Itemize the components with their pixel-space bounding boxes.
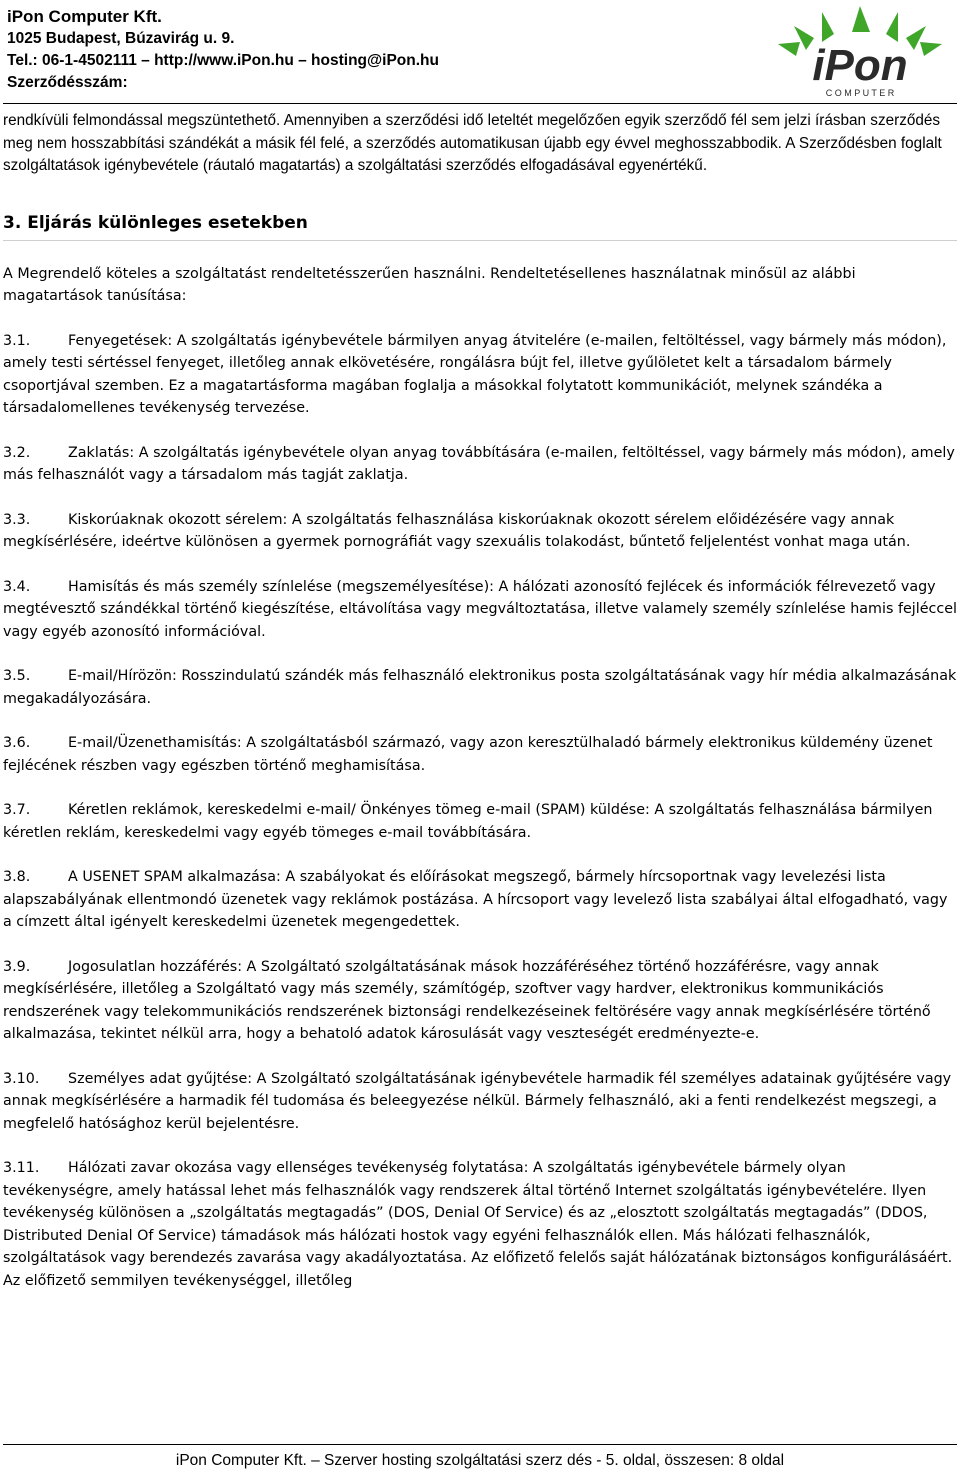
list-item (3, 576, 957, 644)
list-item-text: Hamisítás és más személy színlelése (megszemélyesítése): A hálózati azonosító fejlécek és információk félrevezető vagy megtévesztő szándékkal történő kiegészítése, eltávolítása vagy megváltoztatása, illetve valamely személy színlelése hamis fejléccel vagy egyéb azonosító információval. (3, 578, 958, 640)
list-item (3, 442, 957, 487)
header-text-block (7, 6, 439, 94)
list-item (3, 330, 957, 420)
list-item (3, 1068, 957, 1136)
list-item-text: Jogosulatlan hozzáférés: A Szolgáltató szolgáltatásának mások hozzáféréséhez történő hozzáférésre, vagy annak megkísérlésére, illetőleg a Szolgáltató vagy más személy, számítógép, szoftver vagy hardver, elektronikus kommunikációs rendszerének vagy telekommunikációs rendszerének biztonsági rendelkezéseinek feltörésére vagy annak megkísérlésére történő alkalmazása, tekintet nélkül arra, hogy a behatoló adatok károsulását vagy veszteségét eredményezte-e. (3, 958, 931, 1042)
document-body (3, 110, 957, 1292)
company-contact: Tel.: 06-1-4502111 – http://www.iPon.hu – hosting@iPon.hu (7, 52, 439, 69)
list-item-text: Fenyegetések: A szolgáltatás igénybevétele bármilyen anyag átvitelére (e-mailen, feltöltéssel, vagy bármely más módon), amely testi sértéssel fenyeget, illetőleg annak elkövetésére, rongálásra bújt fel, illetve gyűlöletet kelt a társadalom bármely csoportjával szemben. Ez a magatartásforma magában foglalja a másokkal folytatott kommunikációt, melynek szándéka a társadalomellenes tevékenység tervezése. (3, 332, 947, 416)
list-item (3, 732, 957, 777)
section-heading: 3. Eljárás különleges esetekben (3, 212, 957, 241)
list-item-number: 3.2. (3, 444, 31, 461)
list-item (3, 509, 957, 554)
list-item (3, 665, 957, 710)
list-item-text: Kiskorúaknak okozott sérelem: A szolgáltatás felhasználása kiskorúaknak okozott sérelem előidézésére vagy annak megkísérlésére, ideértve különösen a gyermek pornográfiát vagy szexuális tolakodást, bűntető feljelentést vonhat maga után. (3, 511, 911, 550)
list-item-number: 3.7. (3, 802, 31, 818)
list-item (3, 956, 957, 1046)
list-item-number: 3.10. (3, 1070, 40, 1087)
list-item-text: Kéretlen reklámok, kereskedelmi e-mail/ Önkényes tömeg e-mail (SPAM) küldése: A szolgáltatás felhasználása bármilyen kéretlen reklám, kereskedelmi vagy egyéb tömeges e-mail továbbítására. (3, 802, 933, 841)
list-item-text: Hálózati zavar okozása vagy ellenséges tevékenység folytatása: A szolgáltatás igénybevétele bármely olyan tevékenységre, amely hatással lehet más felhasználók vagy rendszerek által történő Internet szolgáltatás igénybevételére. Ilyen tevékenység különösen a „szolgáltatás megtagadás” (DOS, Denial Of Service) és az „elosztott szolgáltatás megtagadás” (DDOS, Distributed Denial Of Service) támadások más hálózati hostok vagy egyéni felhasználók ellen. Más hálózati felhasználók, szolgáltatások vagy berendezés zavarása vagy akadályoztatása. Az előfizető felelős saját hálózatának biztonságos konfigurálásáért. Az előfizető semmilyen tevékenységgel, illetőleg (3, 1160, 953, 1289)
section-intro: A Megrendelő köteles a szolgáltatást rendeltetésszerűen használni. Rendeltetésellenes használatnak minősül az alábbi magatartások tanúsítása: (3, 265, 856, 304)
list-item-number: 3.11. (3, 1160, 40, 1176)
list-item-number: 3.4. (3, 578, 31, 595)
company-address: 1025 Budapest, Búzavirág u. 9. (7, 30, 235, 47)
rule-list (3, 330, 957, 1293)
contract-number-label: Szerződésszám: (7, 74, 128, 91)
list-item (3, 799, 957, 844)
list-item-number: 3.1. (3, 332, 31, 349)
list-item-number: 3.8. (3, 869, 31, 885)
page-footer: iPon Computer Kft. – Szerver hosting szolgáltatási szerz dés - 5. oldal, összesen: 8 oldal (175, 1452, 785, 1469)
list-item-text: A USENET SPAM alkalmazása: A szabályokat és előírásokat megszegő, bármely hírcsoportnak vagy levelezési lista alapszabályának ellentmondó üzenetek vagy reklámok postázása. A hírcsoport vagy levelező lista szabályai által elfogadható, vagy a címzett által igényelt kereskedelmi üzenetek megengedettek. (3, 869, 948, 930)
logo-wordmark: iPon (812, 41, 908, 90)
company-name: iPon Computer Kft. (7, 7, 162, 26)
list-item (3, 866, 957, 934)
list-item-text: Zaklatás: A szolgáltatás igénybevétele olyan anyag továbbítására (e-mailen, feltöltéssel, vagy bármely más módon), amely más felhasználót vagy a társadalom más tagját zaklatja. (3, 444, 955, 483)
list-item-text: E-mail/Hírözön: Rosszindulatú szándék más felhasználó elektronikus posta szolgáltatásának vagy hír média alkalmazásának megakadályozására. (3, 668, 957, 707)
list-item-number: 3.5. (3, 668, 31, 684)
list-item-number: 3.9. (3, 958, 31, 975)
list-item-text: Személyes adat gyűjtése: A Szolgáltató szolgáltatásának igénybevétele harmadik fél személyes adatainak gyűjtésére vagy annak megkísérlésére a harmadik fél tudomása és beleegyezése nélkül. Bármely felhasználó, aki a fenti rendelkezést megszegi, a megfelelő hatósághoz kerül bejelentésre. (3, 1070, 952, 1132)
header-divider (3, 103, 957, 104)
footer-divider (3, 1444, 957, 1445)
list-item (3, 1157, 957, 1292)
list-item-text: E-mail/Üzenethamisítás: A szolgáltatásból származó, vagy azon keresztülhaladó bármely elektronikus küldemény üzenet fejlécének részben vagy egészben történő meghamisítása. (3, 735, 933, 774)
logo-subtext: C O M P U T E R (825, 88, 895, 98)
page-header (0, 0, 960, 104)
list-item-number: 3.6. (3, 735, 31, 751)
ipon-logo (770, 4, 950, 100)
intro-paragraph: rendkívüli felmondással megszüntethető. Amennyiben a szerződési idő leteltét megelőzően egyik szerződő fél sem jelzi írásban szerződés meg nem hosszabbítási szándékát a másik fél felé, a szerződés automatikusan újabb egy évvel meghosszabbodik. A Szerződésben foglalt szolgáltatások igénybevétele (ráutaló magatartás) a szolgáltatási szerződés elfogadásával egyenértékű. (3, 112, 942, 174)
list-item-number: 3.3. (3, 511, 31, 528)
